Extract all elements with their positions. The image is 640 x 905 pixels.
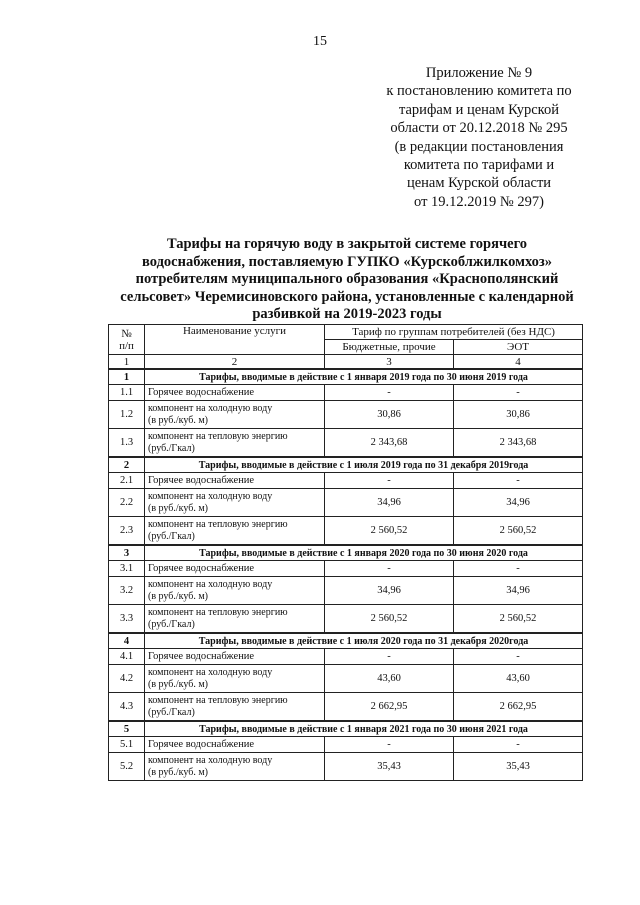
table-row — [109, 401, 583, 429]
section-title: Тарифы, вводимые в действие с 1 июля 2019 года по 31 декабря 2019года — [145, 457, 583, 473]
table-row — [109, 665, 583, 693]
tariff-eot-value: 30,86 — [454, 401, 583, 429]
page-number: 15 — [313, 34, 327, 49]
index-cell: 3 — [325, 355, 454, 370]
tariff-eot-value: 34,96 — [454, 489, 583, 517]
row-number: 1.3 — [109, 429, 145, 458]
service-name: Горячее водоснабжение — [145, 649, 325, 665]
appendix-line: ценам Курской области — [406, 175, 552, 192]
service-name: компонент на холодную воду (в руб./куб. м) — [145, 577, 325, 605]
table-row — [109, 473, 583, 489]
service-name: Горячее водоснабжение — [145, 473, 325, 489]
tariff-eot-value: - — [454, 737, 583, 753]
tariff-eot-value: 34,96 — [454, 577, 583, 605]
tariff-eot-value: 2 560,52 — [454, 517, 583, 546]
section-title: Тарифы, вводимые в действие с 1 января 2020 года по 30 июня 2020 года — [145, 545, 583, 561]
table-row — [109, 385, 583, 401]
appendix-line: (в редакции постановления — [394, 138, 564, 155]
tariff-eot-value: 2 343,68 — [454, 429, 583, 458]
table-header — [109, 325, 583, 370]
service-name: компонент на холодную воду (в руб./куб. м) — [145, 753, 325, 781]
section-number: 4 — [109, 633, 145, 649]
tariff-budget-value: 2 560,52 — [325, 517, 454, 546]
table-row — [109, 429, 583, 458]
appendix-line: тарифам и ценам Курской — [398, 101, 559, 118]
tariff-eot-value: 2 662,95 — [454, 693, 583, 722]
row-number: 5.2 — [109, 753, 145, 781]
tariff-eot-value: - — [454, 561, 583, 577]
tariff-eot-value: - — [454, 385, 583, 401]
section-number: 3 — [109, 545, 145, 561]
tariff-eot-value: 35,43 — [454, 753, 583, 781]
section-row — [109, 457, 583, 473]
tariff-eot-value: 43,60 — [454, 665, 583, 693]
appendix-line: к постановлению комитета по — [386, 83, 572, 100]
row-number: 2.1 — [109, 473, 145, 489]
tariff-eot-value: - — [454, 649, 583, 665]
tariff-eot-value: - — [454, 473, 583, 489]
title-line: Тарифы на горячую воду в закрытой системе горячего — [166, 236, 528, 252]
tariff-budget-value: 30,86 — [325, 401, 454, 429]
section-title: Тарифы, вводимые в действие с 1 июля 2020 года по 31 декабря 2020года — [145, 633, 583, 649]
row-number: 4.3 — [109, 693, 145, 722]
tariff-budget-value: 34,96 — [325, 577, 454, 605]
tariff-budget-value: - — [325, 649, 454, 665]
tariff-budget-value: 2 662,95 — [325, 693, 454, 722]
row-number: 2.3 — [109, 517, 145, 546]
appendix-line: комитета по тарифами и — [403, 157, 555, 174]
table-row — [109, 561, 583, 577]
header-budget: Бюджетные, прочие — [325, 340, 454, 355]
section-title: Тарифы, вводимые в действие с 1 января 2021 года по 30 июня 2021 года — [145, 721, 583, 737]
section-number: 2 — [109, 457, 145, 473]
header-tariff-group: Тариф по группам потребителей (без НДС) — [325, 325, 583, 340]
service-name: компонент на тепловую энергию (руб./Гкал) — [145, 605, 325, 634]
service-name: Горячее водоснабжение — [145, 561, 325, 577]
tariff-budget-value: 2 343,68 — [325, 429, 454, 458]
section-number: 5 — [109, 721, 145, 737]
table-row — [109, 693, 583, 722]
service-name: компонент на холодную воду (в руб./куб. м) — [145, 489, 325, 517]
row-number: 3.2 — [109, 577, 145, 605]
tariff-budget-value: - — [325, 473, 454, 489]
appendix-line: области от 20.12.2018 № 295 — [390, 120, 568, 137]
row-number: 5.1 — [109, 737, 145, 753]
section-number: 1 — [109, 369, 145, 385]
title-line: водоснабжения, поставляемую ГУПКО «Курскоблжилкомхоз» — [142, 253, 552, 270]
tariff-budget-value: 34,96 — [325, 489, 454, 517]
service-name: компонент на тепловую энергию (руб./Гкал) — [145, 429, 325, 458]
table-row — [109, 577, 583, 605]
table-row — [109, 605, 583, 634]
header-eot: ЭОТ — [454, 340, 583, 355]
tariff-table — [108, 324, 583, 781]
appendix-line: от 19.12.2019 № 297) — [414, 193, 544, 210]
header-num: № п/п — [109, 325, 145, 355]
tariff-budget-value: 2 560,52 — [325, 605, 454, 634]
tariff-budget-value: 43,60 — [325, 665, 454, 693]
table-row — [109, 737, 583, 753]
table-body — [109, 369, 583, 781]
service-name: Горячее водоснабжение — [145, 737, 325, 753]
index-cell: 2 — [145, 355, 325, 370]
table-row — [109, 517, 583, 546]
section-row — [109, 721, 583, 737]
service-name: компонент на холодную воду (в руб./куб. м) — [145, 665, 325, 693]
table-row — [109, 489, 583, 517]
service-name: компонент на холодную воду (в руб./куб. м) — [145, 401, 325, 429]
tariff-budget-value: - — [325, 561, 454, 577]
service-name: компонент на тепловую энергию (руб./Гкал) — [145, 693, 325, 722]
appendix-note — [376, 64, 582, 211]
header-service-name: Наименование услуги — [145, 325, 325, 355]
service-name: Горячее водоснабжение — [145, 385, 325, 401]
title-line: потребителям муниципального образования «Краснополянский — [135, 271, 559, 288]
row-number: 1.1 — [109, 385, 145, 401]
document-title — [112, 236, 582, 324]
section-row — [109, 369, 583, 385]
service-name: компонент на тепловую энергию (руб./Гкал) — [145, 517, 325, 546]
index-cell: 1 — [109, 355, 145, 370]
section-row — [109, 633, 583, 649]
section-title: Тарифы, вводимые в действие с 1 января 2019 года по 30 июня 2019 года — [145, 369, 583, 385]
row-number: 4.1 — [109, 649, 145, 665]
row-number: 3.1 — [109, 561, 145, 577]
index-cell: 4 — [454, 355, 583, 370]
appendix-line: Приложение № 9 — [425, 65, 533, 81]
table-row — [109, 753, 583, 781]
title-line: разбивкой на 2019-2023 годы — [252, 306, 442, 323]
row-number: 3.3 — [109, 605, 145, 634]
title-line: сельсовет» Черемисиновского района, установленные с календарной — [120, 288, 574, 305]
row-number: 2.2 — [109, 489, 145, 517]
section-row — [109, 545, 583, 561]
tariff-budget-value: - — [325, 737, 454, 753]
row-number: 4.2 — [109, 665, 145, 693]
tariff-budget-value: - — [325, 385, 454, 401]
row-number: 1.2 — [109, 401, 145, 429]
table-row — [109, 649, 583, 665]
tariff-budget-value: 35,43 — [325, 753, 454, 781]
tariff-eot-value: 2 560,52 — [454, 605, 583, 634]
